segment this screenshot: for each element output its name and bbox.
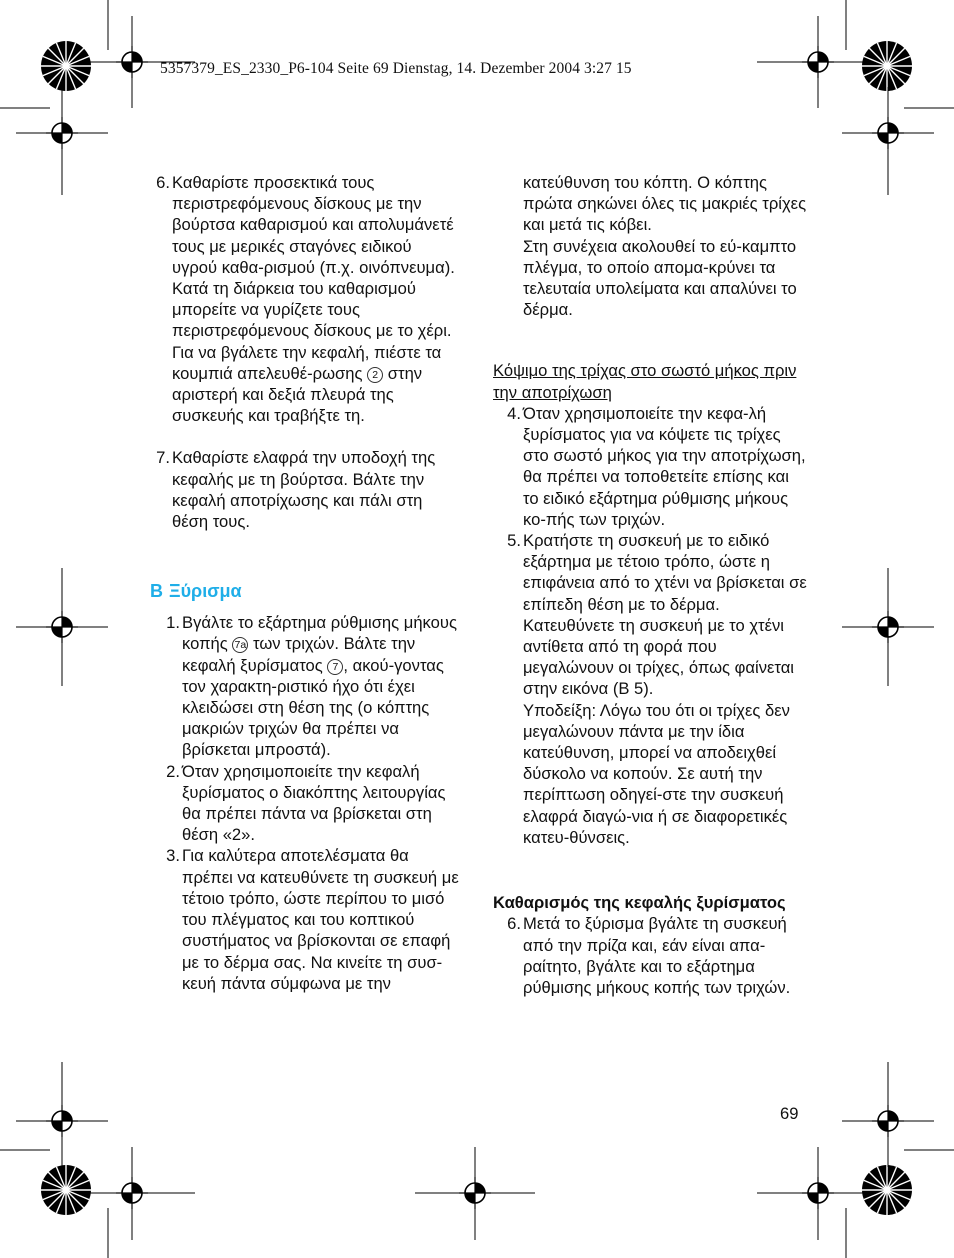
- page-number: 69: [780, 1104, 799, 1123]
- print-header: 5357379_ES_2330_P6-104 Seite 69 Dienstag, 14. Dezember 2004 3:27 15: [160, 60, 632, 77]
- right-column: [493, 172, 808, 998]
- star-mark-bottom-left: [41, 1165, 91, 1215]
- item-text: Βγάλτε το εξάρτημα ρύθμισης μήκους κοπής 7a των τριχών. Βάλτε την κεφαλή ξυρίσματος 7 , ακού-γοντας τον χαρακτη-ριστικό ήχο ότι έχει κλειδώσει στη θέση της (ο κόπτης μακριών τριχών θα πρέπει να βρίσκεται μπροστά).: [182, 613, 457, 760]
- ref-circle: 2: [367, 367, 383, 383]
- item-text: Όταν χρησιμοποιείτε την κεφα-λή ξυρίσματος για να κόψετε τις τρίχες στο σωστό μήκος για την αποτρίχωση, θα πρέπει να τοποθετείτε επίσης και το ειδικό εξάρτημα ρύθμισης μήκους κο-πής των τριχών.: [523, 403, 806, 529]
- item-text: Μετά το ξύρισμα βγάλτε τη συσκευή από την πρίζα και, εάν είναι απα-ραίτητο, βγάλτε και το εξάρτημα ρύθμισης μήκους κοπής των τριχών.: [523, 914, 791, 997]
- left-column: [150, 172, 460, 994]
- list-item-5: [493, 530, 808, 848]
- item-number: 3.: [166, 846, 180, 866]
- item-number: 6.: [156, 173, 170, 192]
- star-mark-top-left: [41, 41, 91, 91]
- item-number: 7.: [156, 448, 170, 468]
- item-text: Για καλύτερα αποτελέσματα θα πρέπει να κατευθύνετε τη συσκευή με τέτοιο τρόπο, ώστε περίπου το μισό του πλέγματος και του κοπτικού συστήματος να βρίσκονται σε επαφή με το δέρμα σας. Να κινείτε τη συσ-κευή πάντα σύμφωνα με την: [182, 846, 459, 993]
- item-text: Καθαρίστε ελαφρά την υποδοχή της κεφαλής με τη βούρτσα. Βάλτε την κεφαλή αποτρίχωσης και πάλι στη θέση τους.: [172, 448, 436, 532]
- item-number: 4.: [507, 403, 521, 423]
- item-text: Όταν χρησιμοποιείτε την κεφαλή ξυρίσματος ο διακόπτης λειτουργίας θα πρέπει πάντα να βρίσκεται στη θέση «2».: [182, 761, 446, 845]
- ref-circle: 7a: [232, 637, 248, 653]
- list-item-6: [493, 913, 808, 998]
- item-text: Κρατήστε τη συσκευή με το ειδικό εξάρτημα με τέτοιο τρόπο, ώστε η επιφάνεια από το χτένι να βρίσκεται σε επίπεδη θέση με το δέρμα. Κατευθύνετε τη συσκευή με το χτένι αντίθετα από τη φορά που μεγαλώνουν οι τρίχες, όπως φαίνεται στην εικόνα (B 5).: [523, 531, 807, 699]
- item-number: 5.: [507, 531, 521, 551]
- item-text-2: Κατά τη διάρκεια του καθαρισμού μπορείτε να γυρίζετε τους περιστρεφόμενους δίσκους με το χέρι. Για να βγάλετε την κεφαλή, πιέστε τα κουμπιά απελευθέ-ρωσης 2 στην αριστερή και δεξιά πλευρά της συσκευής και τραβήξτε τη.: [172, 279, 452, 426]
- list-item-1: [150, 612, 460, 760]
- item-number: 1.: [166, 613, 180, 633]
- star-mark-top-right: [862, 41, 912, 91]
- list-item-6: [150, 172, 460, 426]
- item-number: 6.: [507, 914, 521, 934]
- item-text: Καθαρίστε προσεκτικά τους περιστρεφόμενους δίσκους με την βούρτσα καθαρισμού και απολυμάνετέ τους με μερικές σταγόνες ειδικού υγρού καθα-ρισμού (π.χ. οινόπνευμα).: [172, 173, 455, 277]
- section-heading: B Ξύρισμα: [150, 581, 242, 602]
- list-item-7: [150, 447, 460, 532]
- subsection-heading: Κόψιμο της τρίχας στο σωστό μήκος πριν την αποτρίχωση: [493, 361, 797, 402]
- list-item-3: [150, 845, 460, 993]
- list-item-2: [150, 761, 460, 846]
- hint-text: Υποδείξη: Λόγω του ότι οι τρίχες δεν μεγαλώνουν πάντα με την ίδια κατεύθυνση, μπορεί να αποδειχθεί δύσκολο να κοπούν. Σε αυτή την περίπτωση οδηγεί-στε την συσκευή ελαφρά διαγώ-νια ή σε διαφορετικές κατευ-θύνσεις.: [523, 700, 790, 847]
- ref-circle: 7: [327, 659, 343, 675]
- bold-heading: Καθαρισμός της κεφαλής ξυρίσματος: [493, 893, 786, 913]
- continued-text: κατεύθυνση του κόπτη. Ο κόπτης πρώτα σηκώνει όλες τις μακριές τρίχες και μετά τις κόβει. Στη συνέχεια ακολουθεί το εύ-καμπτο πλέγμα, το οποίο απομα-κρύνει τα τελευταία υπολείματα και απαλύνει το δέρμα.: [523, 173, 807, 320]
- list-item-4: [493, 403, 808, 530]
- item-number: 2.: [166, 761, 180, 781]
- star-mark-bottom-right: [862, 1165, 912, 1215]
